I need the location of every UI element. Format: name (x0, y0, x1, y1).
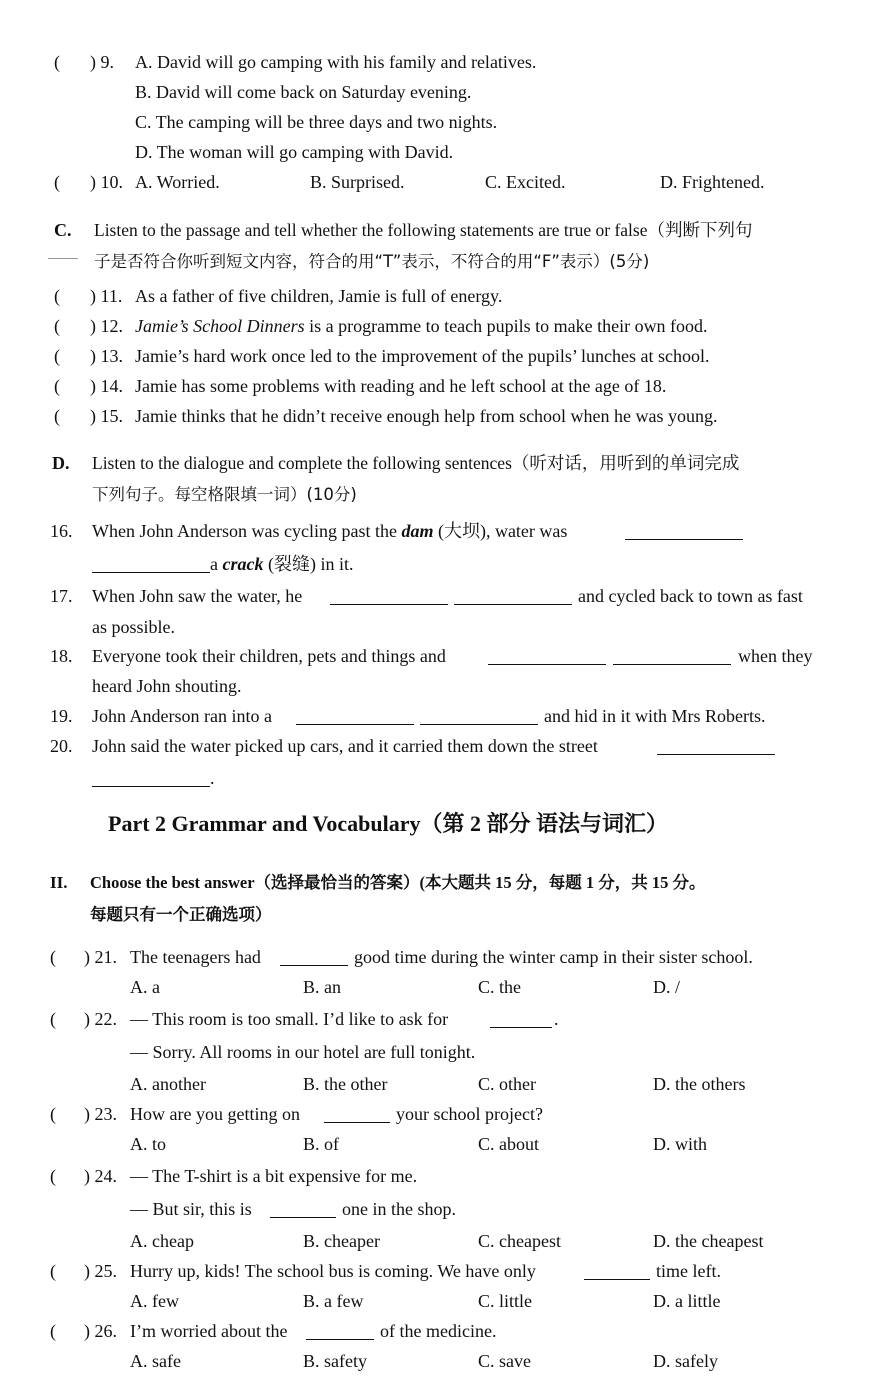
question-21-text-1: The teenagers had (130, 947, 261, 967)
question-number-24: ) 24. (84, 1166, 117, 1186)
question-number-21: ) 21. (84, 947, 117, 967)
option-10b: B. Surprised. (310, 172, 405, 192)
option-21a: A. a (130, 977, 160, 997)
blank-25[interactable] (584, 1261, 650, 1280)
option-26d: D. safely (653, 1351, 718, 1371)
question-22-text-2: — Sorry. All rooms in our hotel are full tonight. (130, 1042, 476, 1062)
option-23a: A. to (130, 1134, 166, 1154)
option-24c: C. cheapest (478, 1231, 561, 1251)
question-22-text-1: — This room is too small. I’d like to ask for (130, 1009, 449, 1029)
answer-paren-10[interactable]: ( (54, 172, 60, 192)
option-9b: B. David will come back on Saturday evening. (135, 82, 472, 102)
question-number-20: 20. (50, 736, 73, 756)
option-25d: D. a little (653, 1291, 721, 1311)
programme-title: Jamie’s School Dinners (135, 316, 305, 336)
question-26-text-2: of the medicine. (380, 1321, 497, 1341)
question-18-text-2: when they (738, 646, 813, 666)
section-d-instruction-1: Listen to the dialogue and complete the following sentences（听对话，用听到的单词完成 (92, 453, 740, 473)
section-ii-number: II. (50, 873, 68, 892)
option-26a: A. safe (130, 1351, 181, 1371)
question-number-22: ) 22. (84, 1009, 117, 1029)
q16-text-4: (裂缝) in it. (263, 554, 354, 574)
question-number-26: ) 26. (84, 1321, 117, 1341)
option-22c: C. other (478, 1074, 536, 1094)
question-17-text-3: as possible. (92, 617, 175, 637)
question-number-10: ) 10. (90, 172, 123, 192)
blank-23[interactable] (324, 1104, 390, 1123)
section-d-instruction-2: 下列句子。每空格限填一词）(10分) (92, 485, 357, 504)
blank-17-1[interactable] (330, 586, 448, 605)
question-16-line-1 (92, 518, 567, 544)
option-22a: A. another (130, 1074, 206, 1094)
answer-paren-26[interactable]: ( (50, 1321, 56, 1341)
option-10c: C. Excited. (485, 172, 566, 192)
section-d-letter: D. (52, 453, 70, 473)
section-ii-instruction-2: 每题只有一个正确选项） (90, 905, 272, 924)
option-23d: D. with (653, 1134, 707, 1154)
question-23-text-2: your school project? (396, 1104, 543, 1124)
option-24b: B. cheaper (303, 1231, 380, 1251)
question-number-13: ) 13. (90, 346, 123, 366)
question-19-text-1: John Anderson ran into a (92, 706, 272, 726)
question-20-period: . (210, 768, 215, 788)
section-c-instruction-2: 子是否符合你听到短文内容，符合的用“T”表示，不符合的用“F”表示）(5分) (94, 252, 650, 271)
question-18-text-3: heard John shouting. (92, 676, 242, 696)
blank-19-2[interactable] (420, 706, 538, 725)
question-18-text-1: Everyone took their children, pets and things and (92, 646, 446, 666)
question-number-19: 19. (50, 706, 73, 726)
option-10d: D. Frightened. (660, 172, 765, 192)
question-17-text-1: When John saw the water, he (92, 586, 303, 606)
option-24a: A. cheap (130, 1231, 194, 1251)
question-24-text-2: — But sir, this is (130, 1199, 252, 1219)
blank-20-2[interactable] (92, 768, 210, 787)
answer-paren-15[interactable]: ( (54, 406, 60, 426)
question-19-text-2: and hid in it with Mrs Roberts. (544, 706, 766, 726)
question-24-text-3: one in the shop. (342, 1199, 456, 1219)
question-25-text-1: Hurry up, kids! The school bus is coming. We have only (130, 1261, 536, 1281)
question-number-17: 17. (50, 586, 73, 606)
q16-text-2: (大坝), water was (433, 521, 568, 541)
statement-12-text: is a programme to teach pupils to make their own food. (304, 316, 708, 336)
option-23b: B. of (303, 1134, 339, 1154)
question-21-text-2: good time during the winter camp in their sister school. (354, 947, 753, 967)
blank-19-1[interactable] (296, 706, 414, 725)
question-number-11: ) 11. (90, 286, 123, 306)
option-26b: B. safety (303, 1351, 367, 1371)
question-number-18: 18. (50, 646, 73, 666)
question-16-line-2 (210, 551, 353, 577)
question-17-text-2: and cycled back to town as fast (578, 586, 803, 606)
option-9c: C. The camping will be three days and two nights. (135, 112, 498, 132)
question-number-16: 16. (50, 521, 73, 541)
statement-11: As a father of five children, Jamie is full of energy. (135, 286, 503, 306)
word-dam: dam (401, 521, 434, 541)
option-23c: C. about (478, 1134, 539, 1154)
option-21d: D. / (653, 977, 680, 997)
question-number-23: ) 23. (84, 1104, 117, 1124)
answer-paren-22[interactable]: ( (50, 1009, 56, 1029)
answer-paren-13[interactable]: ( (54, 346, 60, 366)
question-number-14: ) 14. (90, 376, 123, 396)
question-22-period: . (554, 1009, 559, 1029)
option-9a: A. David will go camping with his family and relatives. (135, 52, 537, 72)
question-number-15: ) 15. (90, 406, 123, 426)
statement-13: Jamie’s hard work once led to the improvement of the pupils’ lunches at school. (135, 346, 710, 366)
question-25-text-2: time left. (656, 1261, 721, 1281)
blank-24[interactable] (270, 1199, 336, 1218)
question-24-text-1: — The T-shirt is a bit expensive for me. (130, 1166, 418, 1186)
option-24d: D. the cheapest (653, 1231, 764, 1251)
statement-12 (135, 313, 708, 339)
question-20-text-1: John said the water picked up cars, and it carried them down the street (92, 736, 598, 756)
section-ii-instruction-1: Choose the best answer（选择最恰当的答案）(本大题共 15 分，每题 1 分，共 15 分。 (90, 873, 706, 892)
option-25c: C. little (478, 1291, 532, 1311)
answer-paren-23[interactable]: ( (50, 1104, 56, 1124)
q16-text-1: When John Anderson was cycling past the (92, 521, 402, 541)
answer-paren-11[interactable]: ( (54, 286, 60, 306)
option-22b: B. the other (303, 1074, 388, 1094)
answer-paren-24[interactable]: ( (50, 1166, 56, 1186)
blank-18-1[interactable] (488, 646, 606, 665)
blank-17-2[interactable] (454, 586, 572, 605)
q16-text-3: a (210, 554, 223, 574)
question-number-25: ) 25. (84, 1261, 117, 1281)
question-number-12: ) 12. (90, 316, 123, 336)
statement-14: Jamie has some problems with reading and he left school at the age of 18. (135, 376, 667, 396)
option-26c: C. save (478, 1351, 531, 1371)
answer-paren-9[interactable]: ( (54, 52, 60, 72)
blank-22[interactable] (490, 1009, 552, 1028)
margin-mark (48, 258, 78, 259)
blank-18-2[interactable] (613, 646, 731, 665)
option-21c: C. the (478, 977, 521, 997)
answer-paren-25[interactable]: ( (50, 1261, 56, 1281)
blank-16-1[interactable] (625, 521, 743, 540)
section-c-letter: C. (54, 220, 72, 240)
blank-16-2[interactable] (92, 554, 210, 573)
option-21b: B. an (303, 977, 341, 997)
answer-paren-21[interactable]: ( (50, 947, 56, 967)
option-10a: A. Worried. (135, 172, 220, 192)
option-9d: D. The woman will go camping with David. (135, 142, 454, 162)
part-2-title: Part 2 Grammar and Vocabulary（第 2 部分 语法与词汇） (108, 811, 668, 836)
question-23-text-1: How are you getting on (130, 1104, 300, 1124)
question-number-9: ) 9. (90, 52, 114, 72)
option-25a: A. few (130, 1291, 179, 1311)
blank-26[interactable] (306, 1321, 374, 1340)
word-crack: crack (222, 554, 264, 574)
answer-paren-14[interactable]: ( (54, 376, 60, 396)
answer-paren-12[interactable]: ( (54, 316, 60, 336)
blank-20-1[interactable] (657, 736, 775, 755)
option-22d: D. the others (653, 1074, 746, 1094)
section-c-instruction-1: Listen to the passage and tell whether the following statements are true or false（判断下列句 (94, 220, 753, 240)
question-26-text-1: I’m worried about the (130, 1321, 288, 1341)
statement-15: Jamie thinks that he didn’t receive enough help from school when he was young. (135, 406, 718, 426)
blank-21[interactable] (280, 947, 348, 966)
option-25b: B. a few (303, 1291, 364, 1311)
